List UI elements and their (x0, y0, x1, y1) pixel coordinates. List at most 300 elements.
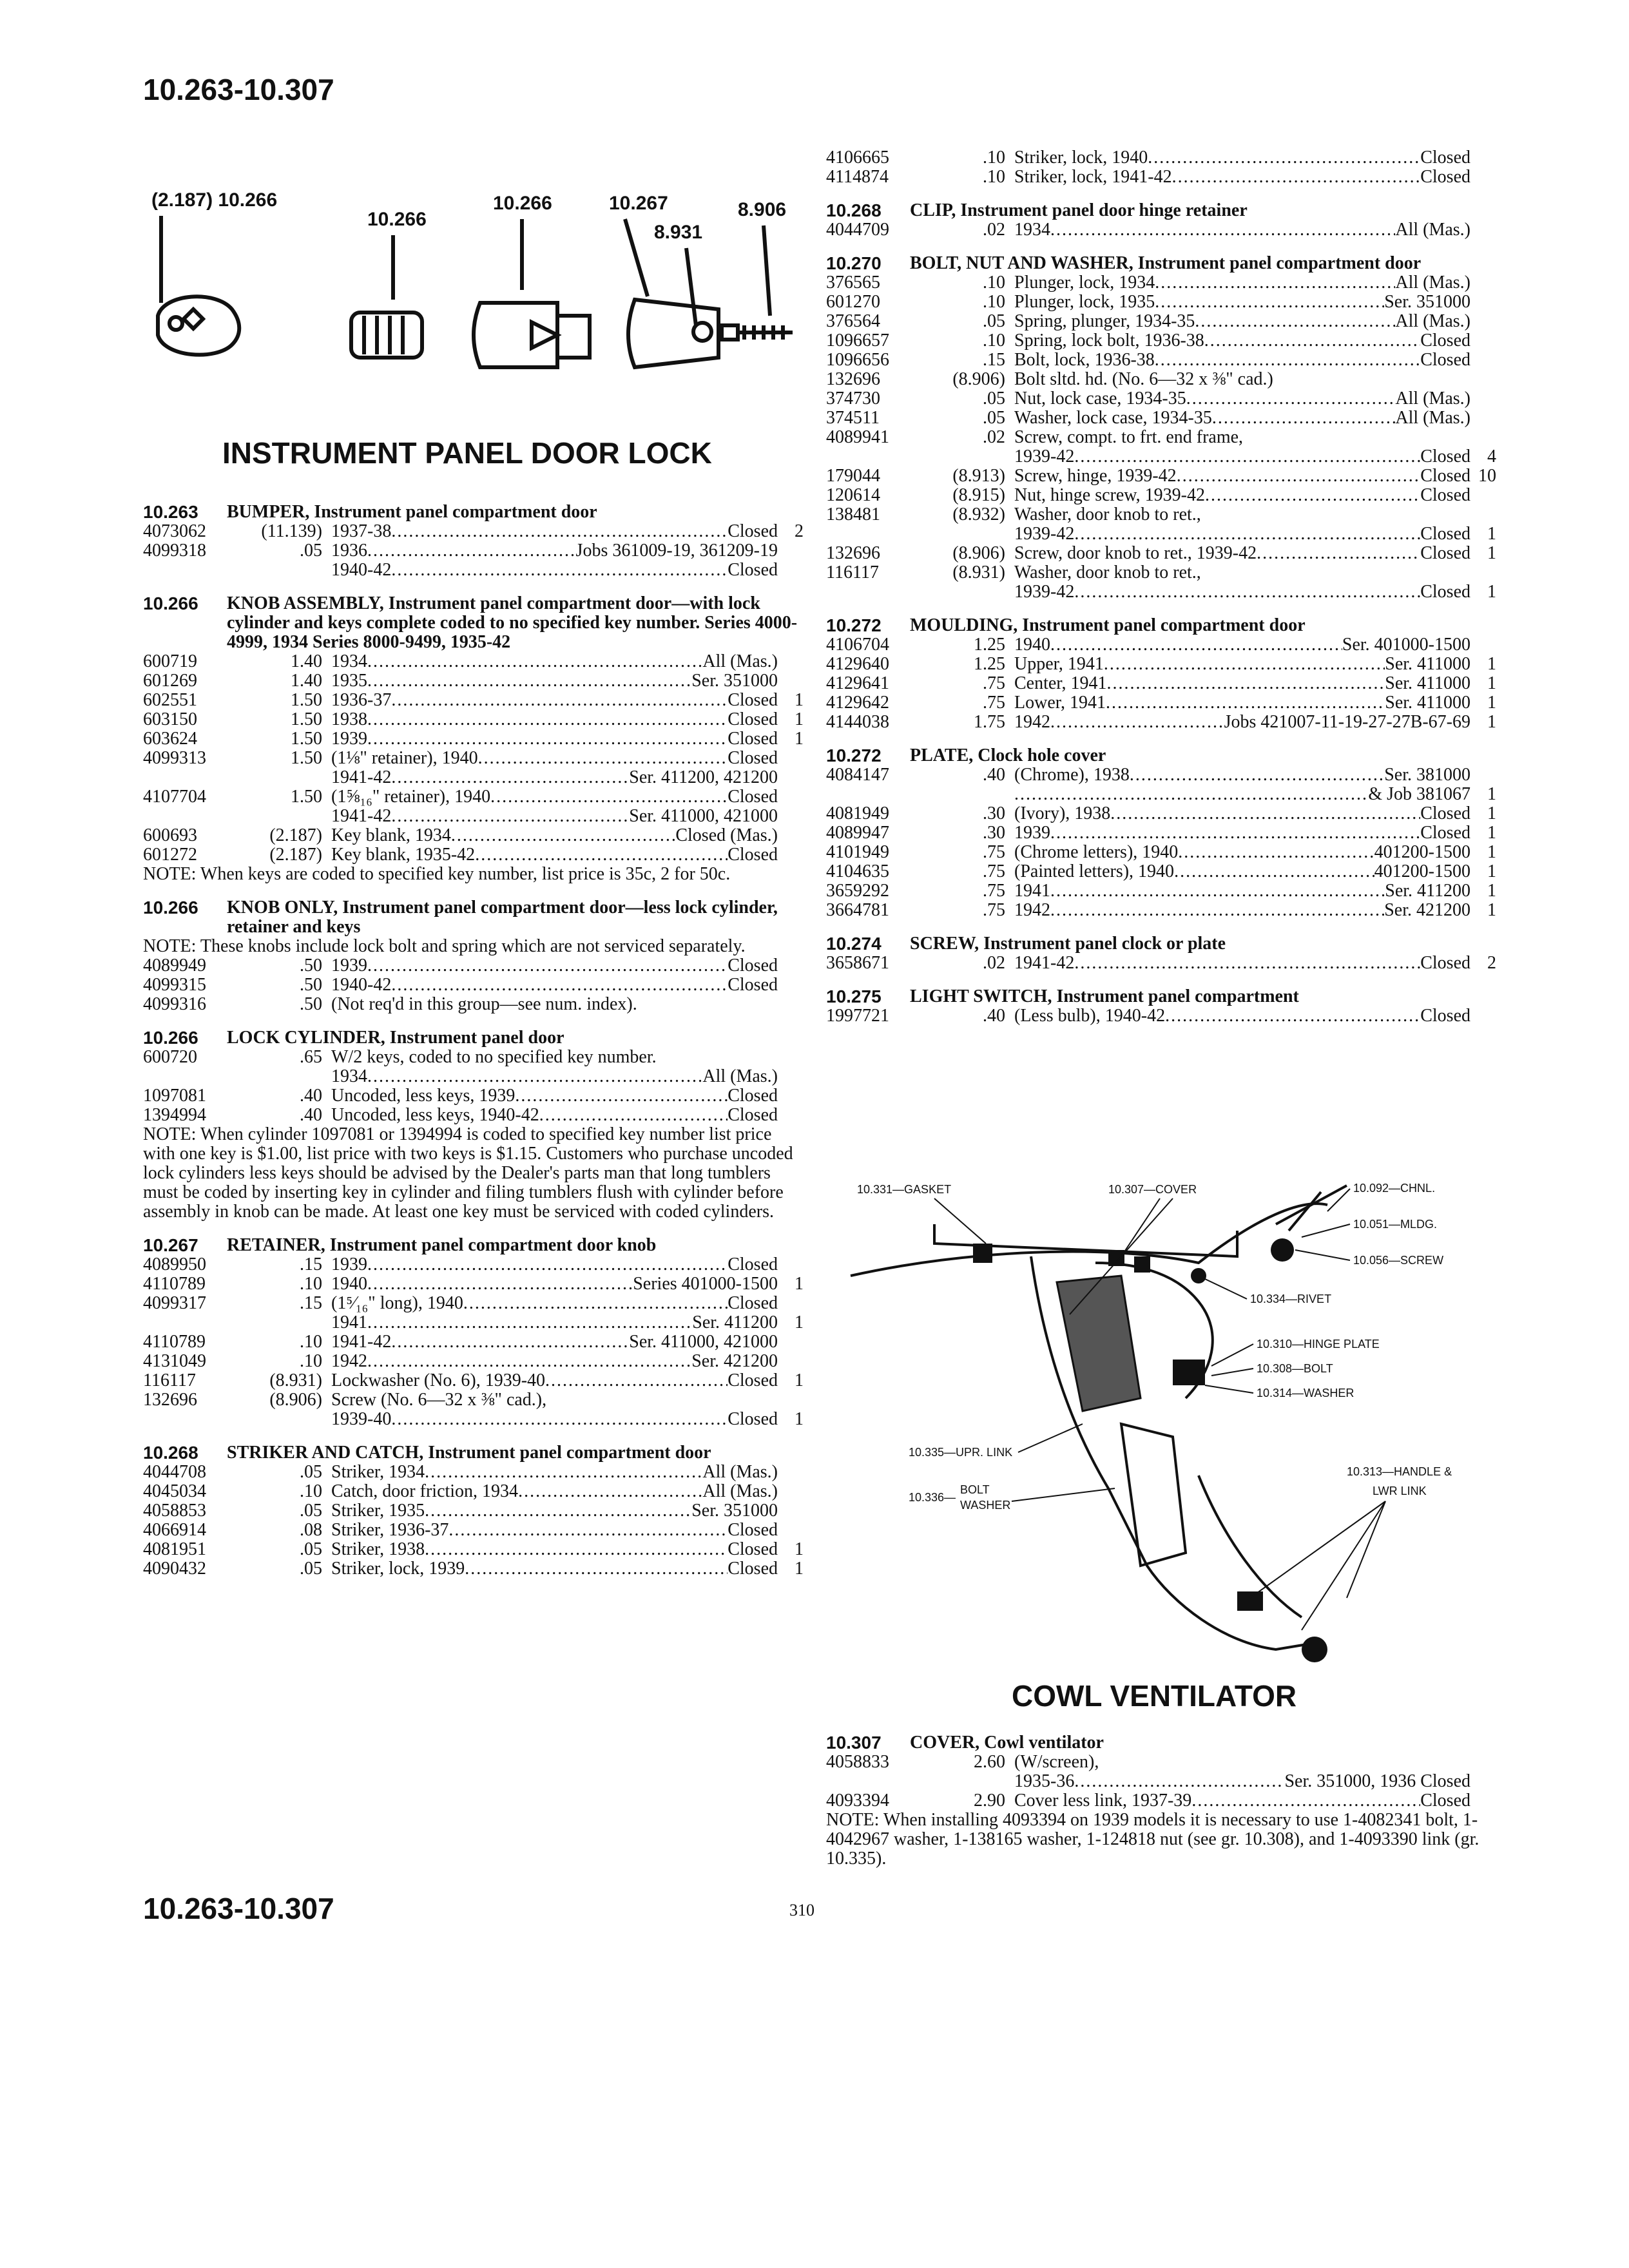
part-row (826, 765, 1496, 785)
part-status: Closed (1420, 954, 1470, 973)
section-heading (143, 594, 804, 652)
part-row (826, 148, 1496, 168)
dot-leader (1104, 655, 1385, 674)
dot-leader (1074, 1772, 1284, 1791)
part-status: Ser. 411200, 421200 (629, 768, 778, 787)
part-status: All (Mas.) (1395, 408, 1470, 428)
margin-mark (778, 541, 804, 561)
part-description (331, 1255, 778, 1274)
part-number: 603624 (143, 729, 197, 749)
part-price (226, 1313, 331, 1332)
section-note: NOTE: When installing 4093394 on 1939 models it is necessary to use 1-4082341 bolt, 1-4042967 washer, 1-138165 washer, 1-124818 nut (see gr. 10.308), and 1-4093390 link (gr. 10.335). (826, 1810, 1480, 1869)
section-title: BOLT, NUT AND WASHER, Instrument panel compartment door (910, 253, 1422, 273)
part-status: Ser. 421200 (1384, 901, 1470, 920)
part-number: 4106704 (826, 635, 889, 655)
part-number: 4101949 (826, 842, 889, 862)
part-row (826, 544, 1496, 563)
dot-leader (367, 671, 691, 691)
margin-mark (1470, 505, 1496, 524)
part-description (331, 975, 778, 995)
part-description (331, 541, 778, 561)
part-status: Closed (728, 1294, 778, 1313)
dot-leader (391, 522, 728, 541)
dot-leader (451, 826, 675, 845)
part-desc-text: Striker, 1935 (331, 1501, 425, 1521)
cowl-parts-column (826, 1733, 1496, 1869)
cowl-label-upr-link: 10.335—UPR. LINK (909, 1446, 1013, 1459)
part-description (1014, 447, 1470, 466)
part-description (331, 729, 778, 749)
part-description (331, 710, 778, 729)
part-status: Closed (728, 787, 778, 807)
part-price: .10 (983, 273, 1005, 293)
label-cylinder: 10.266 (367, 209, 427, 230)
margin-mark: 4 (1487, 447, 1496, 466)
part-status: Closed (1420, 804, 1470, 823)
part-number: 4099316 (143, 994, 206, 1014)
part-description (331, 1313, 778, 1332)
part-desc-text: (1⅛" retainer), 1940 (331, 749, 478, 768)
section-code: 10.268 (826, 200, 882, 220)
dot-leader (391, 975, 728, 995)
part-row (143, 1371, 804, 1390)
part-price: .08 (300, 1520, 322, 1540)
margin-mark (1470, 351, 1496, 370)
cowl-label-mldg: 10.051—MLDG. (1353, 1218, 1438, 1231)
section-title: BUMPER, Instrument panel compartment door (227, 502, 597, 522)
part-desc-text: 1934 (1014, 220, 1050, 240)
part-price (226, 768, 331, 787)
part-price: .02 (983, 220, 1005, 240)
part-description (331, 845, 778, 865)
part-row (143, 845, 804, 865)
part-number: 601269 (143, 671, 197, 691)
cowl-label-handle: 10.313—HANDLE & (1347, 1465, 1452, 1478)
margin-mark: 1 (795, 709, 804, 729)
part-description (1014, 804, 1470, 823)
part-desc-text: Washer, lock case, 1934-35 (1014, 408, 1212, 428)
margin-mark (1470, 486, 1496, 505)
dot-leader (1130, 765, 1384, 785)
part-row (826, 713, 1496, 732)
part-desc-text: 1941 (331, 1313, 367, 1332)
margin-mark (1470, 428, 1496, 447)
part-description (1014, 486, 1470, 505)
part-description (331, 995, 778, 1014)
part-number: 4093394 (826, 1791, 889, 1811)
part-row (826, 293, 1496, 312)
part-description (1014, 843, 1470, 862)
part-row (143, 807, 804, 826)
part-row (826, 331, 1496, 351)
dot-leader (515, 1086, 728, 1106)
dot-leader (1050, 881, 1385, 901)
margin-mark: 1 (795, 1274, 804, 1294)
part-number: 4099315 (143, 975, 206, 995)
part-row (826, 466, 1496, 486)
part-number: 4066914 (143, 1520, 206, 1540)
part-desc-text: 1939-42 (1014, 582, 1075, 602)
margin-mark (1470, 389, 1496, 408)
part-description (331, 1521, 778, 1540)
dot-leader (1050, 713, 1224, 732)
part-price: .75 (983, 673, 1005, 693)
dot-leader (367, 1255, 728, 1274)
part-status: Closed (728, 845, 778, 865)
part-desc-text: Striker, lock, 1939 (331, 1559, 465, 1579)
part-price: (8.906) (952, 369, 1005, 389)
part-desc-text: 1939 (1014, 823, 1050, 843)
part-price: .75 (983, 693, 1005, 713)
page-header: 10.263-10.307 (143, 73, 334, 106)
part-desc-text: 1941-42 (331, 807, 392, 826)
part-description (331, 1371, 778, 1390)
dot-leader (1186, 389, 1396, 408)
part-desc-text: 1941 (1014, 881, 1050, 901)
part-row (826, 312, 1496, 331)
cowl-label-cover: 10.307—COVER (1108, 1183, 1197, 1196)
margin-mark (778, 749, 804, 768)
margin-mark: 1 (1487, 900, 1496, 920)
part-number: 601272 (143, 845, 197, 865)
part-status: Closed (1420, 168, 1470, 187)
part-description (1014, 713, 1470, 732)
dot-leader (1107, 674, 1385, 693)
parts-section (826, 987, 1496, 1026)
part-price: (8.913) (952, 466, 1005, 486)
section-code: 10.266 (143, 593, 198, 613)
part-desc-text: Screw (No. 6—32 x ⅜" cad.), (331, 1390, 547, 1410)
part-desc-text: 1941-42 (1014, 954, 1075, 973)
part-desc-text: (1⅝₁₆" retainer), 1940 (331, 787, 491, 807)
part-description (331, 787, 778, 807)
part-price: 2.60 (974, 1752, 1005, 1772)
part-description (1014, 655, 1470, 674)
part-price (226, 561, 331, 580)
part-price: 1.40 (291, 671, 322, 691)
part-desc-text: 1940 (331, 1274, 367, 1294)
dot-leader (448, 1521, 728, 1540)
part-description (331, 1106, 778, 1125)
part-description (331, 561, 778, 580)
dot-leader (1155, 273, 1395, 293)
part-number: 1394994 (143, 1105, 206, 1125)
part-status: All (Mas.) (702, 1482, 778, 1501)
part-desc-text: 1934 (331, 652, 367, 671)
part-number: 376565 (826, 273, 880, 293)
margin-mark: 1 (1487, 654, 1496, 674)
margin-mark (1470, 168, 1496, 187)
part-number: 4089947 (826, 823, 889, 843)
dot-leader (1050, 901, 1384, 920)
part-price (909, 582, 1014, 602)
part-desc-text: 1937-38 (331, 522, 392, 541)
section-heading (143, 898, 804, 937)
dot-leader (1257, 544, 1420, 563)
margin-mark: 1 (1487, 712, 1496, 732)
part-price: 1.25 (974, 654, 1005, 674)
left-parts-column (143, 503, 804, 1579)
part-number: 116117 (143, 1370, 196, 1390)
part-row (826, 351, 1496, 370)
section-title: CLIP, Instrument panel door hinge retainer (910, 200, 1248, 220)
part-description (331, 1294, 778, 1313)
part-status: Closed (728, 1540, 778, 1559)
part-number: 600693 (143, 825, 197, 845)
part-status: Ser. 411000 (1385, 674, 1470, 693)
section-code: 10.275 (826, 986, 882, 1006)
part-number (143, 1410, 226, 1429)
part-row (826, 901, 1496, 920)
part-desc-text: 1941-42 (331, 1332, 392, 1352)
part-price: .50 (300, 994, 322, 1014)
part-price: .05 (300, 1559, 322, 1579)
dot-leader (1050, 823, 1420, 843)
part-description (331, 1463, 778, 1482)
section-heading (143, 1028, 804, 1048)
margin-mark: 1 (1487, 803, 1496, 823)
part-row (143, 522, 804, 541)
part-number: 4089949 (143, 956, 206, 975)
part-number: 4110789 (143, 1274, 206, 1294)
part-description (331, 1482, 778, 1501)
part-number: 4090432 (143, 1559, 206, 1579)
margin-mark: 2 (795, 521, 804, 541)
part-description (331, 652, 778, 671)
cowl-label-hinge-plate: 10.310—HINGE PLATE (1257, 1338, 1380, 1350)
section-title: RETAINER, Instrument panel compartment door knob (227, 1235, 657, 1255)
part-desc-text: Spring, lock bolt, 1936-38 (1014, 331, 1204, 351)
part-price (909, 447, 1014, 466)
margin-mark (1470, 1753, 1496, 1772)
part-description (1014, 544, 1470, 563)
parts-section (143, 1028, 804, 1222)
parts-section (826, 201, 1496, 240)
part-status: Closed (1420, 351, 1470, 370)
margin-mark (778, 1352, 804, 1371)
part-desc-text: 1939 (331, 729, 367, 749)
lock-parts-illustration (145, 187, 802, 380)
dot-leader (518, 1482, 702, 1501)
part-number (826, 785, 909, 804)
section-title: KNOB ONLY, Instrument panel compartment door—less lock cylinder, retainer and keys (227, 898, 778, 937)
part-status: Closed (728, 1255, 778, 1274)
part-description (1014, 370, 1470, 389)
part-desc-text: 1939-42 (1014, 447, 1075, 466)
part-desc-text: Screw, hinge, 1939-42 (1014, 466, 1177, 486)
part-description (331, 826, 778, 845)
part-row (826, 693, 1496, 713)
lock-diagram (145, 187, 802, 380)
margin-mark (1470, 220, 1496, 240)
cowl-label-chnl: 10.092—CHNL. (1353, 1182, 1436, 1195)
part-description (1014, 674, 1470, 693)
part-status: Closed (1420, 466, 1470, 486)
margin-mark: 1 (1487, 693, 1496, 713)
part-description (1014, 1006, 1470, 1026)
part-desc-text: 1940-42 (331, 561, 392, 580)
part-desc-text: Washer, door knob to ret., (1014, 563, 1201, 582)
parts-section (826, 934, 1496, 973)
margin-mark (778, 1501, 804, 1521)
part-row (826, 447, 1496, 466)
part-description (331, 1352, 778, 1371)
part-price: (11.139) (261, 521, 322, 541)
part-row (143, 826, 804, 845)
margin-mark (1470, 370, 1496, 389)
margin-mark: 1 (795, 729, 804, 749)
part-number: 4107704 (143, 787, 206, 807)
part-price: (2.187) (269, 825, 322, 845)
part-description (331, 1067, 778, 1086)
part-price: .40 (983, 1006, 1005, 1026)
part-row (143, 975, 804, 995)
part-number: 4058833 (826, 1752, 889, 1772)
part-price: (8.931) (269, 1370, 322, 1390)
part-description (1014, 428, 1470, 447)
part-price: 1.50 (291, 729, 322, 749)
part-number: 4045034 (143, 1481, 206, 1501)
part-desc-text: 1942 (1014, 901, 1050, 920)
part-desc-text: 1940-42 (331, 975, 392, 995)
part-number: 4114874 (826, 167, 889, 187)
section-heading (826, 934, 1496, 954)
part-status: Closed (728, 1410, 778, 1429)
part-desc-text: Striker, 1934 (331, 1463, 425, 1482)
dot-leader (1172, 168, 1421, 187)
part-status: All (Mas.) (1395, 312, 1470, 331)
part-price: 1.50 (291, 690, 322, 710)
part-status: Closed (1420, 1006, 1470, 1026)
dot-leader (478, 749, 728, 768)
part-price: (8.906) (952, 543, 1005, 563)
part-row (143, 671, 804, 691)
parts-section (826, 1733, 1496, 1869)
part-status: Ser. 401000-1500 (1342, 635, 1470, 655)
part-row (826, 862, 1496, 881)
part-description (1014, 823, 1470, 843)
part-price: 2.90 (974, 1791, 1005, 1811)
margin-mark (778, 561, 804, 580)
part-status: Closed (728, 729, 778, 749)
margin-mark (778, 1048, 804, 1067)
part-desc-text: Lockwasher (No. 6), 1939-40 (331, 1371, 546, 1390)
part-number: 132696 (143, 1390, 197, 1410)
part-row (826, 168, 1496, 187)
part-price: (8.915) (952, 485, 1005, 505)
section-title: PLATE, Clock hole cover (910, 745, 1106, 765)
margin-mark (778, 1086, 804, 1106)
margin-mark (778, 1390, 804, 1410)
part-status: Series 401000-1500 (633, 1274, 778, 1294)
part-number: 4106665 (826, 148, 889, 168)
page-number: 310 (789, 1901, 815, 1919)
dot-leader (465, 1559, 728, 1579)
part-row (826, 823, 1496, 843)
part-price: 1.50 (291, 709, 322, 729)
part-number: 600720 (143, 1047, 197, 1067)
dot-leader (1155, 293, 1384, 312)
part-number: 603150 (143, 709, 197, 729)
part-status: 401200-1500 (1374, 843, 1470, 862)
part-row (826, 954, 1496, 973)
part-row (826, 804, 1496, 823)
part-desc-text: (W/screen), (1014, 1753, 1099, 1772)
part-price: (8.906) (269, 1390, 322, 1410)
part-row (826, 785, 1496, 804)
part-description (331, 691, 778, 710)
part-number: 1096656 (826, 350, 889, 370)
part-desc-text: 1935-36 (1014, 1772, 1075, 1791)
margin-mark (778, 1521, 804, 1540)
part-price: (8.932) (952, 505, 1005, 524)
part-desc-text: 1936-37 (331, 691, 392, 710)
section-heading (143, 503, 804, 522)
part-number: 138481 (826, 505, 880, 524)
part-status: Ser. 411200 (692, 1313, 778, 1332)
dot-leader (1106, 693, 1385, 713)
part-description (331, 522, 778, 541)
part-status: Ser. 411000, 421000 (629, 1332, 778, 1352)
section-title-lock: INSTRUMENT PANEL DOOR LOCK (222, 436, 712, 470)
part-desc-text: 1939 (331, 956, 367, 975)
part-row (143, 995, 804, 1014)
part-price: .10 (300, 1332, 322, 1352)
part-status: Closed (1420, 1791, 1470, 1811)
part-desc-text: Nut, lock case, 1934-35 (1014, 389, 1186, 408)
part-price: .75 (983, 842, 1005, 862)
margin-mark: 1 (1487, 823, 1496, 843)
section-heading (826, 746, 1496, 765)
part-description (331, 807, 778, 826)
part-description (331, 956, 778, 975)
margin-mark (1470, 148, 1496, 168)
part-price: .02 (983, 427, 1005, 447)
part-status: Closed (728, 1559, 778, 1579)
dot-leader (1177, 466, 1421, 486)
section-heading (143, 1236, 804, 1255)
part-number: 1097081 (143, 1086, 206, 1106)
part-description (1014, 293, 1470, 312)
part-row (826, 1006, 1496, 1026)
part-row (826, 655, 1496, 674)
part-number: 4131049 (143, 1351, 206, 1371)
margin-mark (1470, 312, 1496, 331)
part-status: Ser. 411000 (1385, 693, 1470, 713)
part-number: 4084147 (826, 765, 889, 785)
part-desc-text: 1940 (1014, 635, 1050, 655)
part-price: .10 (983, 167, 1005, 187)
part-row (826, 428, 1496, 447)
part-number: 4089950 (143, 1254, 206, 1274)
section-code: 10.270 (826, 253, 882, 273)
cowl-label-bolt2: BOLT (960, 1483, 990, 1496)
part-number: 4129640 (826, 654, 889, 674)
part-price: .05 (300, 1462, 322, 1482)
part-row (143, 710, 804, 729)
part-number: 4058853 (143, 1501, 206, 1521)
part-row (826, 635, 1496, 655)
part-status: Closed (728, 1371, 778, 1390)
part-desc-text: Uncoded, less keys, 1939 (331, 1086, 516, 1106)
part-description (331, 1559, 778, 1579)
part-row (143, 1559, 804, 1579)
dot-leader (1074, 447, 1420, 466)
margin-mark (778, 826, 804, 845)
part-status: Jobs 361009-19, 361209-19 (575, 541, 778, 561)
part-number: 4044709 (826, 220, 889, 240)
margin-mark (778, 845, 804, 865)
